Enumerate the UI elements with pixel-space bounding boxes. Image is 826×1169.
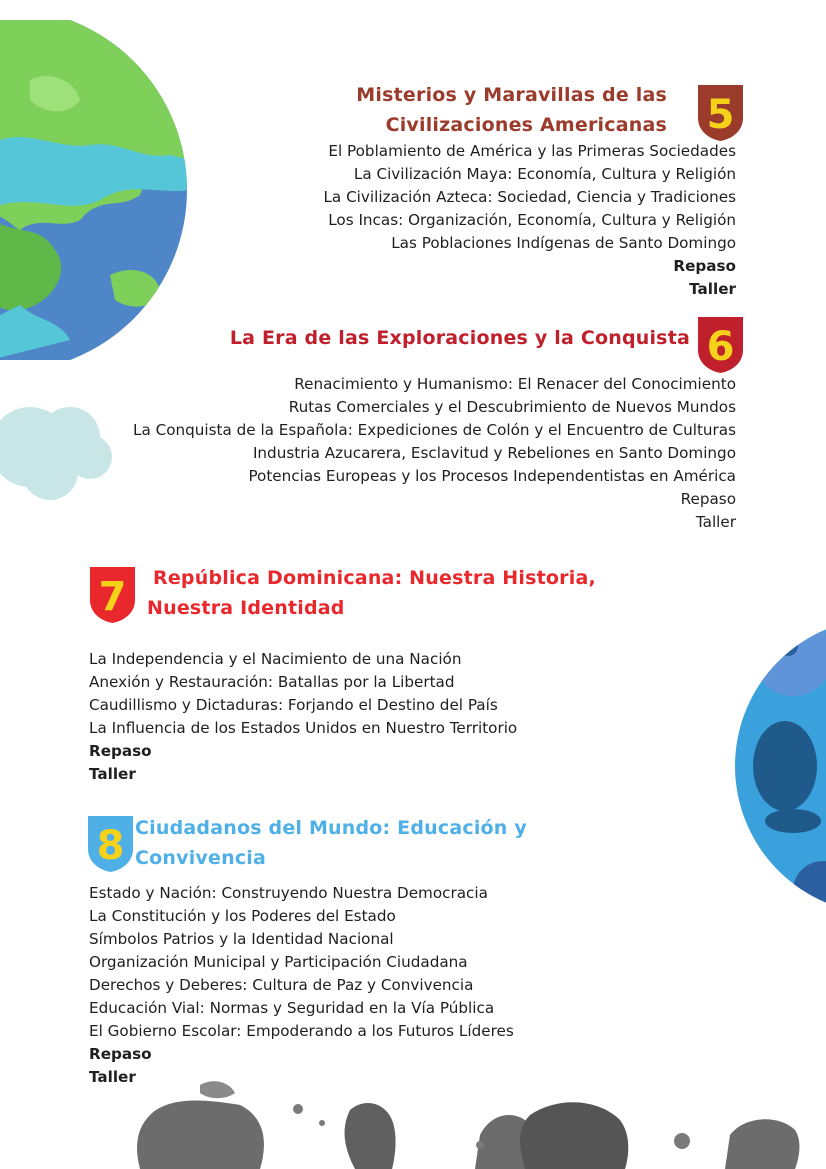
unit-6-number: 6 [706, 324, 735, 370]
review-item: Repaso [89, 1045, 152, 1063]
list-item: Industria Azucarera, Esclavitud y Rebeliones en Santo Domingo [252, 444, 736, 462]
unit-5-title-line1: Misterios y Maravillas de las [356, 84, 667, 106]
unit-5-badge [697, 84, 744, 142]
cloud-icon [0, 392, 115, 504]
list-item: La Civilización Azteca: Sociedad, Ciencia y Tradiciones [323, 188, 736, 206]
unit-7-title-line1: República Dominicana: Nuestra Historia, [153, 567, 596, 589]
list-item: Educación Vial: Normas y Seguridad en la Vía Pública [89, 999, 495, 1017]
list-item: El Gobierno Escolar: Empoderando a los Futuros Líderes [89, 1022, 514, 1040]
list-item: Los Incas: Organización, Economía, Cultura y Religión [328, 211, 736, 229]
workshop-item: Taller [89, 765, 136, 783]
unit-7-lessons [89, 648, 559, 786]
workshop-item: Taller [695, 513, 736, 531]
workshop-item: Taller [689, 280, 736, 298]
unit-8-title-line1: Ciudadanos del Mundo: Educación y [135, 817, 527, 839]
list-item: Caudillismo y Dictaduras: Forjando el Destino del País [89, 696, 498, 714]
list-item: Rutas Comerciales y el Descubrimiento de Nuevos Mundos [288, 398, 736, 416]
unit-8-badge [87, 815, 134, 873]
planet-icon [733, 616, 826, 916]
unit-6-title-line1: La Era de las Exploraciones y la Conquista [229, 327, 690, 349]
unit-6-badge [697, 316, 744, 374]
unit-5-title-line2: Civilizaciones Americanas [385, 114, 667, 136]
list-item: Las Poblaciones Indígenas de Santo Domingo [391, 234, 736, 252]
unit-7-badge [89, 566, 136, 624]
list-item: La Conquista de la Española: Expediciones de Colón y el Encuentro de Culturas [133, 421, 736, 439]
list-item: Renacimiento y Humanismo: El Renacer del Conocimiento [294, 375, 736, 393]
earth-globe-icon [0, 20, 190, 360]
list-item: Organización Municipal y Participación Ciudadana [89, 953, 468, 971]
unit-7-title-line2: Nuestra Identidad [147, 597, 345, 619]
review-item: Repaso [89, 742, 152, 760]
list-item: Derechos y Deberes: Cultura de Paz y Convivencia [89, 976, 474, 994]
unit-5-lessons [280, 140, 736, 301]
unit-7-number: 7 [98, 574, 127, 620]
list-item: La Influencia de los Estados Unidos en Nuestro Territorio [89, 719, 518, 737]
list-item: Estado y Nación: Construyendo Nuestra Democracia [89, 884, 488, 902]
unit-8-title-line2: Convivencia [135, 847, 267, 869]
unit-8-title [135, 813, 555, 873]
review-item: Repaso [673, 257, 736, 275]
unit-8-number: 8 [96, 823, 125, 869]
list-item: La Independencia y el Nacimiento de una Nación [89, 650, 462, 668]
unit-6-title [200, 323, 690, 353]
list-item: La Constitución y los Poderes del Estado [89, 907, 396, 925]
review-item: Repaso [680, 490, 736, 508]
list-item: Símbolos Patrios y la Identidad Nacional [89, 930, 394, 948]
unit-7-title [147, 563, 597, 623]
list-item: Potencias Europeas y los Procesos Independentistas en América [248, 467, 736, 485]
asteroids-icon [130, 1075, 826, 1169]
list-item: Anexión y Restauración: Batallas por la Libertad [89, 673, 455, 691]
list-item: La Civilización Maya: Economía, Cultura y Religión [353, 165, 736, 183]
unit-8-lessons [89, 882, 559, 1089]
list-item: El Poblamiento de América y las Primeras Sociedades [328, 142, 736, 160]
workshop-item: Taller [89, 1068, 136, 1086]
unit-5-title [320, 80, 667, 140]
unit-5-number: 5 [706, 92, 735, 138]
unit-6-lessons [130, 373, 736, 534]
